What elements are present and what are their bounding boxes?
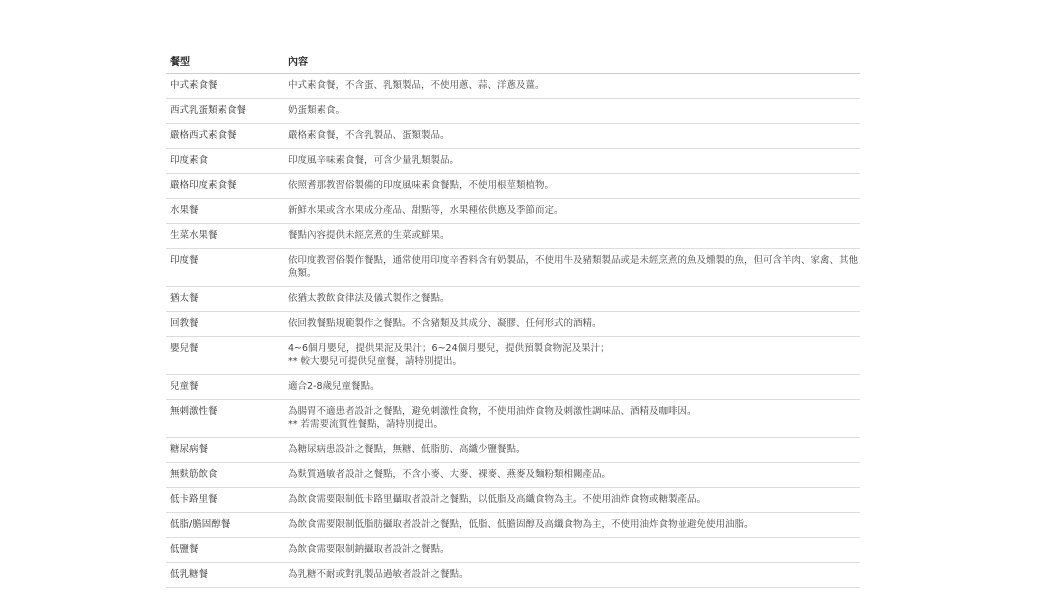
- meal-content-cell: 依照耆那教習俗製備的印度風味素食餐點，不使用根莖類植物。: [284, 174, 860, 199]
- meal-type-cell: 無刺激性餐: [166, 400, 284, 438]
- meal-content-cell: 為麩質過敏者設計之餐點，不含小麥、大麥、裸麥、燕麥及麵粉類相關產品。: [284, 463, 860, 488]
- meal-type-cell: 生菜水果餐: [166, 224, 284, 249]
- table-row: [166, 488, 860, 513]
- meal-content-cell: 為腸胃不適患者設計之餐點，避免刺激性食物，不使用油炸食物及刺激性調味品、酒精及咖啡因。 ** 若需要流質性餐點，請特別提出。: [284, 400, 860, 438]
- meal-type-cell: 低乳糖餐: [166, 563, 284, 588]
- table-row: [166, 124, 860, 149]
- table-row: [166, 438, 860, 463]
- meal-type-cell: 水果餐: [166, 199, 284, 224]
- meal-type-cell: 印度餐: [166, 249, 284, 287]
- meal-type-cell: 無麩筋飲食: [166, 463, 284, 488]
- meal-content-cell: 新鮮水果或含水果成分產品、甜點等，水果種依供應及季節而定。: [284, 199, 860, 224]
- meal-content-cell: 4~6個月嬰兒，提供果泥及果汁；6~24個月嬰兒，提供預製食物泥及果汁； ** 較大嬰兒可提供兒童餐，請特別提出。: [284, 337, 860, 375]
- meal-content-cell: 為飲食需要限制低卡路里攝取者設計之餐點，以低脂及高纖食物為主。不使用油炸食物或糖製產品。: [284, 488, 860, 513]
- meal-content-cell: 依回教餐點規範製作之餐點。不含豬類及其成分、凝膠、任何形式的酒精。: [284, 312, 860, 337]
- meal-content-cell: 適合2-8歲兒童餐點。: [284, 375, 860, 400]
- header-content: 內容: [284, 47, 860, 74]
- meal-type-cell: 印度素食: [166, 149, 284, 174]
- meal-type-cell: 嚴格西式素食餐: [166, 124, 284, 149]
- meal-type-cell: 低鹽餐: [166, 538, 284, 563]
- header-meal-type: 餐型: [166, 47, 284, 74]
- meal-content-cell: 依印度教習俗製作餐點，通常使用印度辛香料含有奶製品，不使用牛及豬類製品或是未經烹煮的魚及燻製的魚，但可含羊肉、家禽、其他魚類。: [284, 249, 860, 287]
- table-body: [166, 74, 860, 588]
- meal-type-cell: 低卡路里餐: [166, 488, 284, 513]
- table-row: [166, 337, 860, 375]
- table-row: [166, 199, 860, 224]
- table-row: [166, 287, 860, 312]
- meal-content-cell: 奶蛋類素食。: [284, 99, 860, 124]
- table-row: [166, 249, 860, 287]
- table-row: [166, 312, 860, 337]
- meal-content-cell: 嚴格素食餐，不含乳製品、蛋類製品。: [284, 124, 860, 149]
- table-row: [166, 400, 860, 438]
- table-row: [166, 74, 860, 99]
- meal-type-table: [166, 47, 860, 588]
- table-row: [166, 563, 860, 588]
- meal-content-cell: 為飲食需要限制鈉攝取者設計之餐點。: [284, 538, 860, 563]
- meal-type-cell: 糖尿病餐: [166, 438, 284, 463]
- meal-type-cell: 低脂/膽固醇餐: [166, 513, 284, 538]
- table-row: [166, 224, 860, 249]
- table-row: [166, 149, 860, 174]
- table-row: [166, 174, 860, 199]
- meal-type-cell: 西式乳蛋類素食餐: [166, 99, 284, 124]
- meal-content-cell: 中式素食餐，不含蛋、乳類製品，不使用蔥、蒜、洋蔥及薑。: [284, 74, 860, 99]
- table-row: [166, 99, 860, 124]
- meal-type-cell: 回教餐: [166, 312, 284, 337]
- meal-content-cell: 依猶太教飲食律法及儀式製作之餐點。: [284, 287, 860, 312]
- table-row: [166, 463, 860, 488]
- meal-type-cell: 猶太餐: [166, 287, 284, 312]
- table-row: [166, 538, 860, 563]
- meal-content-cell: 印度風辛味素食餐，可含少量乳類製品。: [284, 149, 860, 174]
- table-row: [166, 513, 860, 538]
- meal-content-cell: 為飲食需要限制低脂肪攝取者設計之餐點，低脂、低膽固醇及高纖食物為主，不使用油炸食物並避免使用油脂。: [284, 513, 860, 538]
- meal-content-cell: 餐點內容提供未經烹煮的生菜或鮮果。: [284, 224, 860, 249]
- table-header-row: [166, 47, 860, 74]
- meal-type-cell: 兒童餐: [166, 375, 284, 400]
- table-row: [166, 375, 860, 400]
- meal-type-cell: 嚴格印度素食餐: [166, 174, 284, 199]
- meal-content-cell: 為乳糖不耐或對乳製品過敏者設計之餐點。: [284, 563, 860, 588]
- meal-content-cell: 為糖尿病患設計之餐點，無糖、低脂肪、高纖少鹽餐點。: [284, 438, 860, 463]
- meal-type-cell: 中式素食餐: [166, 74, 284, 99]
- meal-type-cell: 嬰兒餐: [166, 337, 284, 375]
